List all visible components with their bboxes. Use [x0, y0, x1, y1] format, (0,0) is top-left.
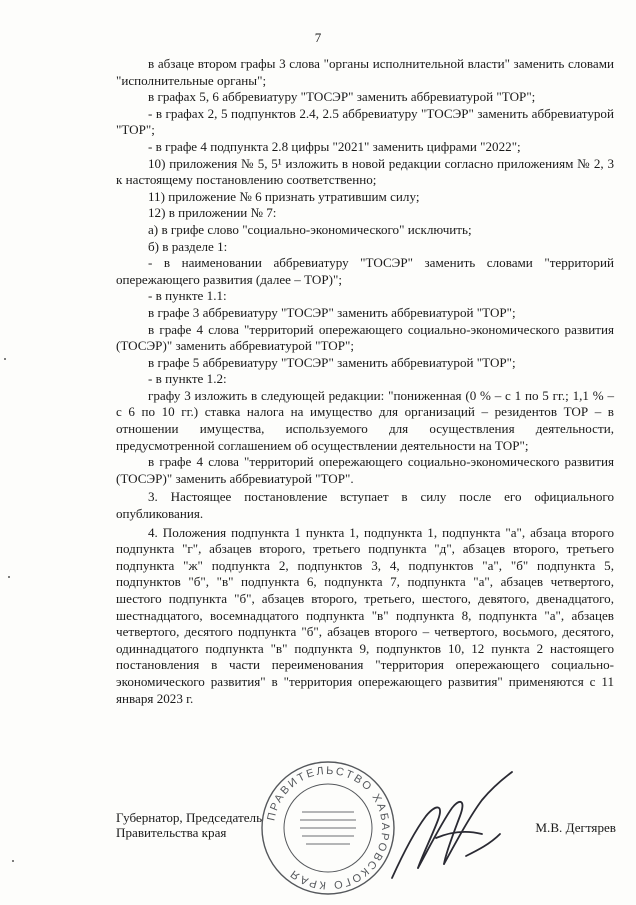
page-number: 7 [314, 30, 322, 45]
signatory-title: Губернатор, Председатель Правительства края [116, 810, 263, 840]
handwritten-signature [378, 760, 518, 890]
paragraph: - в графах 2, 5 подпунктов 2.4, 2.5 аббревиатуру "ТОСЭР" заменить аббревиатурой "ТОР"; [116, 105, 614, 138]
scan-speck [4, 358, 6, 360]
paragraph: в абзаце втором графы 3 слова "органы исполнительной власти" заменить словами "исполнительные органы"; [116, 56, 614, 88]
paragraph: 12) в приложении № 7: [148, 205, 277, 221]
paragraph: - в пункте 1.1: [148, 288, 227, 304]
paragraph: в графе 3 аббревиатуру "ТОСЭР" заменить аббревиатурой "ТОР"; [148, 304, 516, 320]
paragraph: в графе 4 слова "территорий опережающего социально-экономического развития (ТОСЭР)" заменить аббревиатурой "ТОР". [116, 454, 614, 486]
paragraph: 11) приложение № 6 признать утратившим силу; [148, 188, 420, 204]
paragraph: - в пункте 1.2: [148, 371, 227, 387]
paragraph: - в наименовании аббревиатуру "ТОСЭР" заменить словами "территорий опережающего развития (далее – ТОР)"; [116, 255, 614, 287]
svg-text:ПРАВИТЕЛЬСТВО ХАБАРОВСКОГО КРА: ПРАВИТЕЛЬСТВО ХАБАРОВСКОГО КРАЯ [265, 764, 392, 892]
paragraph: в графах 5, 6 аббревиатуру "ТОСЭР" заменить аббревиатурой "ТОР"; [148, 89, 536, 105]
document-body [116, 56, 614, 707]
paragraph: графу 3 изложить в следующей редакции: "пониженная (0 % – с 1 по 5 гг.; 1,1 % – с 6 по 10 гг.) ставка налога на имущество для организаций – резидентов ТОР – в отношении имущества, используемого для осуществления деятельности, предусмотренной соглашением об осуществлении деятельности на ТОР"; [116, 387, 614, 453]
paragraph: б) в разделе 1: [148, 238, 228, 254]
scan-speck [12, 860, 14, 862]
signatory-name: М.В. Дегтярев [535, 820, 616, 835]
paragraph: 4. Положения подпункта 1 пункта 1, подпункта 1, подпункта "а", абзаца второго подпункта "г", абзацев второго, третьего подпункта "д", абзацев второго, третьего подпункта "ж" подпункта 2, подпунктов 3, 4, подпунктов "а", "б" подпункта 5, подпунктов "б", "в" подпункта 6, подпункта 7, подпункта "а", абзацев четвертого, шестого подпункта "б", абзацев второго, третьего, шестого, девятого, двенадцатого, шестнадцатого, восемнадцатого подпункта "в" подпункта 8, подпункта "а", абзацев четвертого, десятого подпункта "б", абзацев второго – четвертого, восьмого, десятого, одиннадцатого подпункта "в" подпункта 9, подпунктов 10, 12 пункта 2 настоящего постановления в части переименования "территория опережающего социально-экономического развития" в "территория опережающего развития" применяются с 11 января 2023 г. [116, 524, 614, 706]
paragraph: в графе 4 слова "территорий опережающего социально-экономического развития (ТОСЭР)" заменить аббревиатурой "ТОР"; [116, 321, 614, 354]
paragraph: 3. Настоящее постановление вступает в силу после его официального опубликования. [116, 489, 614, 522]
paragraph: в графе 5 аббревиатуру "ТОСЭР" заменить аббревиатурой "ТОР"; [148, 354, 516, 370]
paragraph: 10) приложения № 5, 5¹ изложить в новой редакции согласно приложениям № 2, 3 к настоящему постановлению соответственно; [116, 155, 614, 188]
paragraph: - в графе 4 подпункта 2.8 цифры "2021" заменить цифрами "2022"; [148, 138, 521, 154]
scan-speck [8, 576, 10, 578]
paragraph: а) в грифе слово "социально-экономического" исключить; [148, 221, 472, 237]
